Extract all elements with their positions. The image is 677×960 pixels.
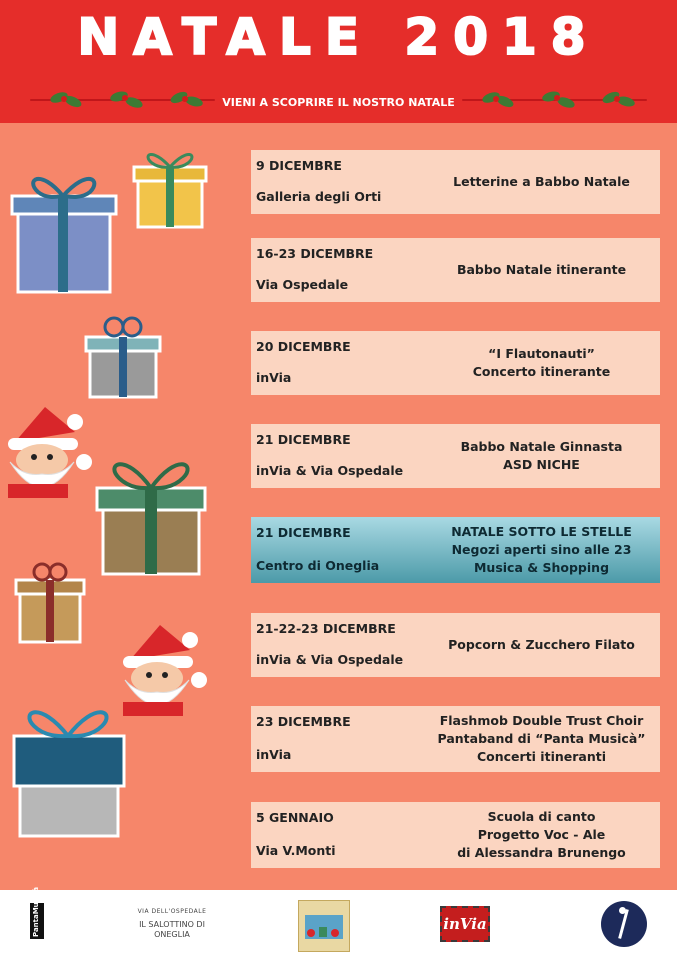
event-line: NATALE SOTTO LE STELLE [451, 524, 632, 539]
event-line: Scuola di canto [487, 809, 596, 824]
event-line: Musica & Shopping [473, 560, 610, 575]
event-line: di Alessandra Brunengo [457, 845, 626, 860]
event-line: Negozi aperti sino alle 23 [451, 542, 632, 557]
brown-gift-icon [14, 560, 86, 645]
santa-claus-icon [0, 402, 95, 502]
event-line: Pantaband di “Panta Musicà” [437, 731, 646, 746]
event-description [423, 517, 660, 583]
event-card [251, 331, 660, 395]
gymnastics-club-logo [601, 901, 647, 947]
event-card [251, 424, 660, 488]
event-line: Concerto itinerante [472, 364, 611, 379]
event-date: 20 DICEMBRE [256, 339, 351, 354]
event-date: 21 DICEMBRE [256, 432, 351, 447]
event-date: 21-22-23 DICEMBRE [256, 621, 396, 636]
event-place: inVia & Via Ospedale [256, 652, 404, 667]
sponsor-footer [0, 886, 677, 960]
event-line: Babbo Natale itinerante [456, 262, 627, 277]
event-line: “I Flautonauti” [488, 346, 595, 361]
page-title: NATALE 2018 [77, 8, 600, 66]
salottino-oneglia-logo: VIA DELL'OSPEDALE IL SALOTTINO DI ONEGLIA [137, 908, 207, 939]
event-description [423, 706, 660, 772]
santa-claus-icon [115, 620, 210, 720]
event-line: Flashmob Double Trust Choir [439, 713, 644, 728]
event-date: 5 GENNAIO [256, 810, 334, 825]
event-card [251, 238, 660, 302]
event-description [423, 424, 660, 488]
event-card [251, 802, 660, 868]
header-banner [0, 0, 677, 123]
event-place: inVia [256, 370, 292, 385]
event-date: 16-23 DICEMBRE [256, 246, 374, 261]
sponsor-image-logo [298, 900, 350, 952]
event-line: Progetto Voc - Ale [477, 827, 606, 842]
event-description [423, 613, 660, 677]
event-card [251, 613, 660, 677]
event-description [423, 238, 660, 302]
event-place: Galleria degli Orti [256, 189, 382, 204]
event-line: Babbo Natale Ginnasta [460, 439, 623, 454]
event-date: 21 DICEMBRE [256, 525, 351, 540]
event-date: 23 DICEMBRE [256, 714, 351, 729]
blue-gift-icon [10, 172, 120, 297]
page-subtitle: VIENI A SCOPRIRE IL NOSTRO NATALE [222, 96, 455, 109]
event-place: Centro di Oneglia [256, 558, 380, 573]
event-place: Via V.Monti [256, 843, 336, 858]
event-line: Concerti itineranti [476, 749, 606, 764]
event-card [251, 706, 660, 772]
event-line: Popcorn & Zucchero Filato [448, 637, 635, 652]
invia-logo: inVia [440, 906, 490, 942]
event-description [423, 331, 660, 395]
event-place: inVia [256, 747, 292, 762]
event-place: Via Ospedale [256, 277, 349, 292]
event-card [251, 150, 660, 214]
event-place: inVia & Via Ospedale [256, 463, 404, 478]
event-card-highlighted [251, 517, 660, 583]
green-gift-icon [95, 448, 207, 578]
teal-gift-icon [10, 700, 128, 840]
grey-gift-icon [84, 315, 162, 400]
event-line: Letterine a Babbo Natale [453, 174, 630, 189]
event-description [423, 802, 660, 868]
yellow-gift-icon [132, 145, 208, 230]
event-line: ASD NICHE [503, 457, 580, 472]
panta-musica-logo: PantaMusicà [30, 903, 44, 939]
event-description [423, 150, 660, 214]
event-date: 9 DICEMBRE [256, 158, 342, 173]
